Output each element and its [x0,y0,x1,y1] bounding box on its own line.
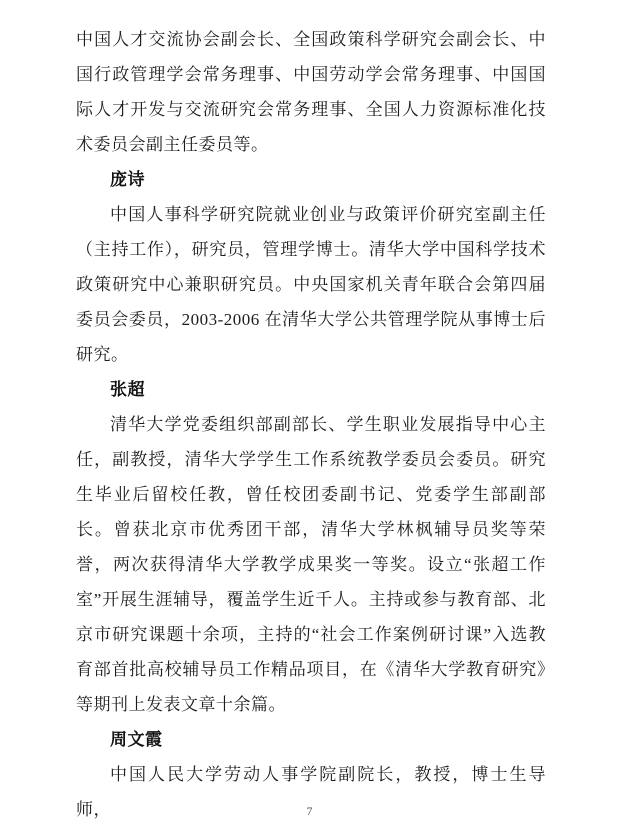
section-heading-zhang-chao: 张超 [110,380,145,399]
paragraph-bio-pang-shi: 中国人事科学研究院就业创业与政策评价研究室副主任（主持工作），研究员，管理学博士。清华大学中国科学技术政策研究中心兼职研究员。中央国家机关青年联合会第四届委员会委员，2003-2006 在清华大学公共管理学院从事博士后研究。 [76,205,546,364]
paragraph-bio-zhang-chao: 清华大学党委组织部副部长、学生职业发展指导中心主任，副教授，清华大学学生工作系统教学委员会委员。研究生毕业后留校任教，曾任校团委副书记、党委学生部副部长。曾获北京市优秀团干部，清华大学林枫辅导员奖等荣誉，两次获得清华大学教学成果奖一等奖。设立“张超工作室”开展生涯辅导，覆盖学生近千人。主持或参与教育部、北京市研究课题十余项，主持的“社会工作案例研讨课”入选教育部首批高校辅导员工作精品项目，在《清华大学教育研究》等期刊上发表文章十余篇。 [76,415,546,714]
section-heading-pang-shi: 庞诗 [110,170,145,189]
paragraph-bio-zhou-wenxia: 中国人民大学劳动人事学院副院长，教授，博士生导师， [76,765,546,819]
page-number: 7 [306,804,313,818]
paragraph-continuation-titles: 中国人才交流协会副会长、全国政策科学研究会副会长、中国行政管理学会常务理事、中国劳动学会常务理事、中国国际人才开发与交流研究会常务理事、全国人力资源标准化技术委员会副主任委员等。 [76,30,546,154]
document-content [76,22,546,827]
section-heading-zhou-wenxia: 周文霞 [110,730,163,749]
